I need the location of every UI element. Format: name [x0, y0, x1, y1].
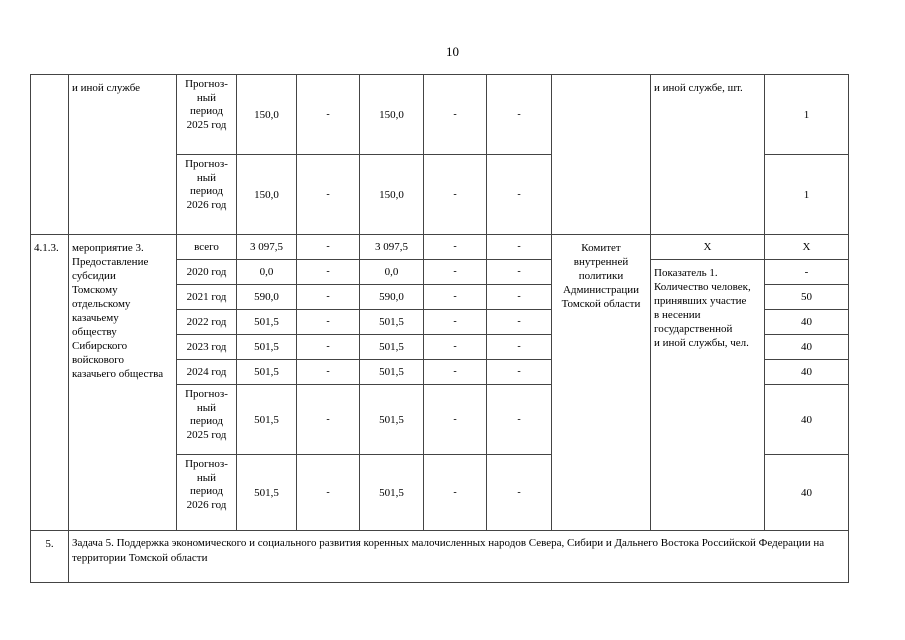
regional-cell: 501,5 — [360, 310, 424, 335]
federal-cell: - — [297, 455, 360, 531]
indicator-header-cell: Х — [651, 235, 765, 260]
regional-cell: 3 097,5 — [360, 235, 424, 260]
indicator-cell: Показатель 1. Количество человек, принявших участие в несении государственной и иной службы, чел. — [651, 260, 765, 531]
period-cell: Прогноз- ный период 2025 год — [177, 75, 237, 155]
other-cell: - — [487, 385, 552, 455]
regional-cell: 590,0 — [360, 285, 424, 310]
indicator-value-cell: 40 — [765, 335, 849, 360]
period-cell: 2022 год — [177, 310, 237, 335]
local-cell: - — [424, 155, 487, 235]
number-cell: 5. — [31, 531, 69, 583]
total-cell: 501,5 — [237, 335, 297, 360]
period-cell: всего — [177, 235, 237, 260]
period-cell: Прогноз- ный период 2026 год — [177, 155, 237, 235]
regional-cell: 501,5 — [360, 385, 424, 455]
indicator-value-cell: Х — [765, 235, 849, 260]
local-cell: - — [424, 235, 487, 260]
regional-cell: 150,0 — [360, 155, 424, 235]
indicator-value-cell: 40 — [765, 455, 849, 531]
executor-cell — [552, 75, 651, 235]
total-cell: 501,5 — [237, 385, 297, 455]
period-cell: Прогноз- ный период 2026 год — [177, 455, 237, 531]
other-cell: - — [487, 235, 552, 260]
table-row — [31, 75, 849, 155]
regional-cell: 501,5 — [360, 455, 424, 531]
indicator-value-cell: - — [765, 260, 849, 285]
indicator-value-cell: 40 — [765, 310, 849, 335]
table-row — [31, 235, 849, 260]
federal-cell: - — [297, 385, 360, 455]
other-cell: - — [487, 360, 552, 385]
regional-cell: 501,5 — [360, 360, 424, 385]
federal-cell: - — [297, 360, 360, 385]
program-table — [30, 74, 849, 583]
local-cell: - — [424, 310, 487, 335]
federal-cell: - — [297, 335, 360, 360]
total-cell: 150,0 — [237, 75, 297, 155]
federal-cell: - — [297, 260, 360, 285]
other-cell: - — [487, 310, 552, 335]
table-row — [31, 531, 849, 583]
total-cell: 590,0 — [237, 285, 297, 310]
period-cell: 2024 год — [177, 360, 237, 385]
federal-cell: - — [297, 310, 360, 335]
local-cell: - — [424, 385, 487, 455]
federal-cell: - — [297, 75, 360, 155]
total-cell: 0,0 — [237, 260, 297, 285]
page-number: 10 — [446, 44, 459, 59]
regional-cell: 501,5 — [360, 335, 424, 360]
measure-name-cell: мероприятие 3. Предоставление субсидии Томскому отдельскому казачьему обществу Сибирского войскового казачьего общества — [69, 235, 177, 531]
indicator-value-cell: 1 — [765, 155, 849, 235]
indicator-value-cell: 40 — [765, 385, 849, 455]
local-cell: - — [424, 285, 487, 310]
number-cell — [31, 75, 69, 235]
federal-cell: - — [297, 155, 360, 235]
number-cell: 4.1.3. — [31, 235, 69, 531]
local-cell: - — [424, 455, 487, 531]
executor-cell: Комитет внутренней политики Администрации Томской области — [552, 235, 651, 531]
local-cell: - — [424, 260, 487, 285]
indicator-value-cell: 1 — [765, 75, 849, 155]
total-cell: 501,5 — [237, 455, 297, 531]
period-cell: Прогноз- ный период 2025 год — [177, 385, 237, 455]
other-cell: - — [487, 260, 552, 285]
federal-cell: - — [297, 235, 360, 260]
total-cell: 501,5 — [237, 310, 297, 335]
regional-cell: 0,0 — [360, 260, 424, 285]
total-cell: 3 097,5 — [237, 235, 297, 260]
period-cell: 2020 год — [177, 260, 237, 285]
other-cell: - — [487, 285, 552, 310]
other-cell: - — [487, 155, 552, 235]
measure-name-cell: и иной службе — [69, 75, 177, 235]
local-cell: - — [424, 335, 487, 360]
local-cell: - — [424, 360, 487, 385]
total-cell: 501,5 — [237, 360, 297, 385]
total-cell: 150,0 — [237, 155, 297, 235]
period-cell: 2023 год — [177, 335, 237, 360]
other-cell: - — [487, 75, 552, 155]
regional-cell: 150,0 — [360, 75, 424, 155]
other-cell: - — [487, 455, 552, 531]
other-cell: - — [487, 335, 552, 360]
indicator-value-cell: 40 — [765, 360, 849, 385]
indicator-value-cell: 50 — [765, 285, 849, 310]
task-title-cell: Задача 5. Поддержка экономического и социального развития коренных малочисленных народов Севера, Сибири и Дальнего Востока Российской Федерации на территории Томской области — [69, 531, 849, 583]
period-cell: 2021 год — [177, 285, 237, 310]
federal-cell: - — [297, 285, 360, 310]
indicator-cell: и иной службе, шт. — [651, 75, 765, 235]
local-cell: - — [424, 75, 487, 155]
